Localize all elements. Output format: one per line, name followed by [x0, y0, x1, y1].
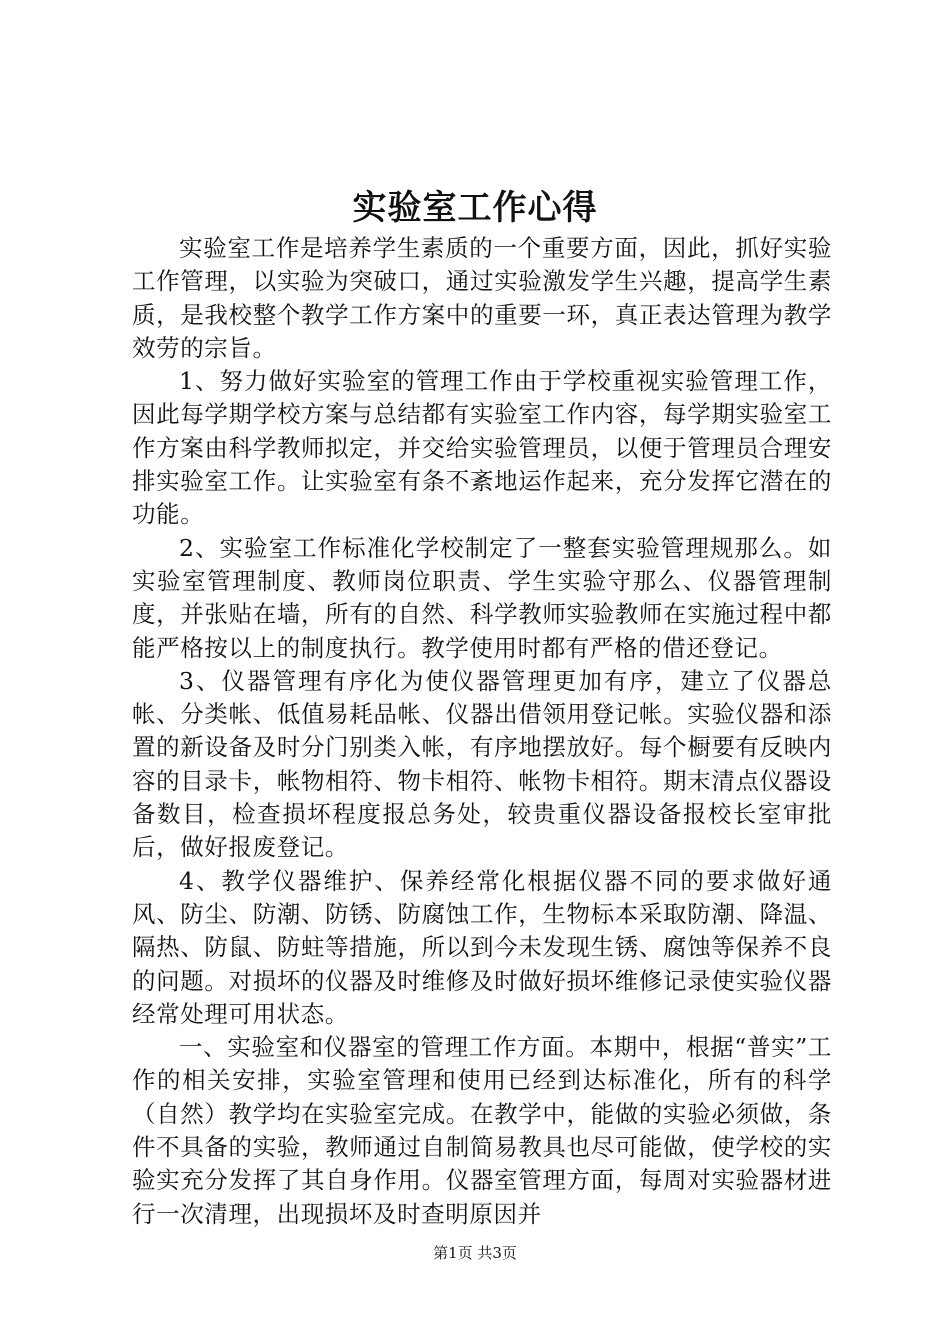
- paragraph-section-one: 一、实验室和仪器室的管理工作方面。本期中，根据“普实”工作的相关安排，实验室管理和使用已经到达标准化，所有的科学（自然）教学均在实验室完成。在教学中，能做的实验必须做，条件不具备的实验，教师通过自制简易教具也尽可能做，使学校的实验实充分发挥了其自身作用。仪器室管理方面，每周对实验器材进行一次清理，出现损坏及时查明原因并: [132, 1033, 832, 1228]
- paragraph-3: 3、仪器管理有序化为使仪器管理更加有序，建立了仪器总帐、分类帐、低值易耗品帐、仪器出借领用登记帐。实验仪器和添置的新设备及时分门别类入帐，有序地摆放好。每个橱要有反映内容的目录卡，帐物相符、物卡相符、帐物卡相符。期末清点仪器设备数目，检查损坏程度报总务处，较贵重仪器设备报校长室审批后，做好报废登记。: [132, 666, 832, 862]
- document-title: 实验室工作心得: [352, 188, 598, 228]
- paragraph-4: 4、教学仪器维护、保养经常化根据仪器不同的要求做好通风、防尘、防潮、防锈、防腐蚀工作，生物标本采取防潮、降温、隔热、防鼠、防蛀等措施，所以到今未发现生锈、腐蚀等保养不良的问题。对损坏的仪器及时维修及时做好损坏维修记录使实验仪器经常处理可用状态。: [132, 866, 832, 1028]
- paragraph-2: 2、实验室工作标准化学校制定了一整套实验管理规那么。如实验室管理制度、教师岗位职责、学生实验守那么、仪器管理制度，并张贴在墙，所有的自然、科学教师实验教师在实施过程中都能严格按以上的制度执行。教学使用时都有严格的借还登记。: [132, 533, 832, 662]
- page-number-footer: 第1页 共3页: [433, 1244, 517, 1262]
- document-body: [132, 232, 832, 1231]
- paragraph-intro: 实验室工作是培养学生素质的一个重要方面，因此，抓好实验工作管理，以实验为突破口，通过实验激发学生兴趣，提高学生素质，是我校整个教学工作方案中的重要一环，真正表达管理为教学效劳的宗旨。: [132, 234, 832, 362]
- paragraph-1: 1、努力做好实验室的管理工作由于学校重视实验管理工作，因此每学期学校方案与总结都有实验室工作内容，每学期实验室工作方案由科学教师拟定，并交给实验管理员，以便于管理员合理安排实验室工作。让实验室有条不紊地运作起来，充分发挥它潜在的功能。: [132, 367, 832, 529]
